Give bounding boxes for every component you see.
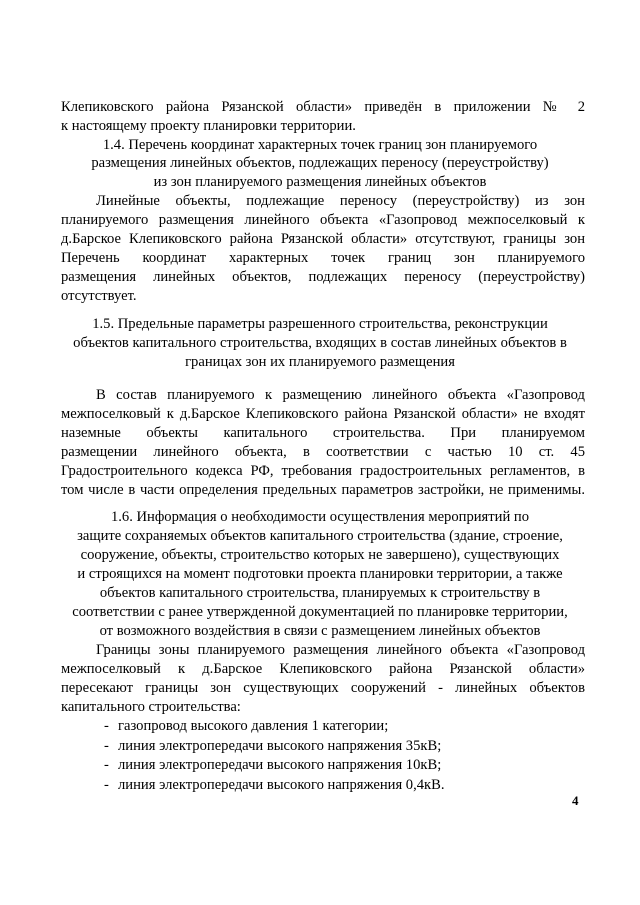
body-text-line: планируемого размещения линейного объекта «Газопровод межпоселковый к (61, 212, 585, 228)
section-heading-line: от возможного воздействия в связи с размещением линейных объектов (99, 623, 541, 639)
body-text-line: В состав планируемого к размещению линейного объекта «Газопровод (96, 387, 585, 403)
bullet-marker: - (104, 718, 109, 734)
list-item (104, 756, 445, 776)
section-heading-line: 1.6. Информация о необходимости осуществления мероприятий по (110, 509, 530, 525)
list-item-text: линия электропередачи высокого напряжения 35кВ; (118, 737, 442, 754)
page-number: 4 (572, 793, 579, 808)
section-heading-line: сооружение, объекты, строительство которых не завершено), существующих (80, 547, 560, 563)
bullet-marker: - (104, 737, 109, 754)
section-heading-line: из зон планируемого размещения линейных объектов (153, 174, 487, 190)
section-heading-line: 1.4. Перечень координат характерных точек границ зон планируемого (102, 137, 538, 153)
bullet-marker: - (104, 757, 109, 773)
bullet-marker: - (104, 776, 109, 793)
body-text-line: межпоселковый к д.Барское Клепиковского района Рязанской области» не входят (61, 406, 585, 422)
body-text-line: д.Барское Клепиковского района Рязанской области» отсутствуют, границы зон (61, 231, 585, 247)
body-text-line: Градостроительного кодекса РФ, требования градостроительных регламентов, в (61, 463, 585, 479)
body-text-line: Перечень координат характерных точек границ зон планируемого (61, 250, 585, 266)
body-text-line: отсутствует. (61, 288, 137, 304)
body-text-line: том числе в части определения предельных параметров застройки, не применимы. (61, 482, 585, 498)
section-heading-line: объектов капитального строительства, планируемых к строительству в (99, 585, 541, 601)
body-text-line: Клепиковского района Рязанской области» приведён в приложении № 2 (61, 99, 585, 115)
bullet-list (104, 717, 445, 795)
body-text-line: размещении линейного объекта, в соответствии с частью 10 ст. 45 (61, 444, 585, 460)
body-text-line: капитального строительства: (61, 699, 241, 715)
list-item (104, 737, 445, 757)
body-text-line: пересекают границы зон существующих сооружений - линейных объектов (61, 680, 585, 696)
section-heading-line: границах зон их планируемого размещения (185, 354, 455, 370)
list-item-text: линия электропередачи высокого напряжения 0,4кВ. (118, 776, 445, 793)
section-heading-line: защите сохраняемых объектов капитального строительства (здание, строение, (77, 528, 563, 544)
section-heading-line: и строящихся на момент подготовки проекта планировки территории, а также (77, 566, 563, 582)
section-heading-line: соответствии с ранее утвержденной документацией по планировке территории, (72, 604, 568, 620)
section-heading-line: 1.5. Предельные параметры разрешенного строительства, реконструкции (92, 316, 548, 332)
body-text-line: Границы зоны планируемого размещения линейного объекта «Газопровод (96, 642, 585, 658)
section-heading-line: размещения линейных объектов, подлежащих переносу (переустройству) (91, 155, 549, 171)
list-item-text: газопровод высокого давления 1 категории; (118, 718, 389, 734)
list-item (104, 717, 445, 737)
list-item-text: линия электропередачи высокого напряжения 10кВ; (118, 757, 442, 773)
body-text-line: наземные объекты капитального строительства. При планируемом (61, 425, 585, 441)
body-text-line: размещения линейных объектов, подлежащих переносу (переустройству) (61, 269, 585, 285)
body-text-line: межпоселковый к д.Барское Клепиковского района Рязанской области» (61, 661, 585, 677)
section-heading-line: объектов капитального строительства, входящих в состав линейных объектов в (73, 335, 567, 351)
body-text-line: к настоящему проекту планировки территории. (61, 118, 356, 134)
body-text-line: Линейные объекты, подлежащие переносу (переустройству) из зон (96, 193, 585, 209)
list-item (104, 776, 445, 796)
